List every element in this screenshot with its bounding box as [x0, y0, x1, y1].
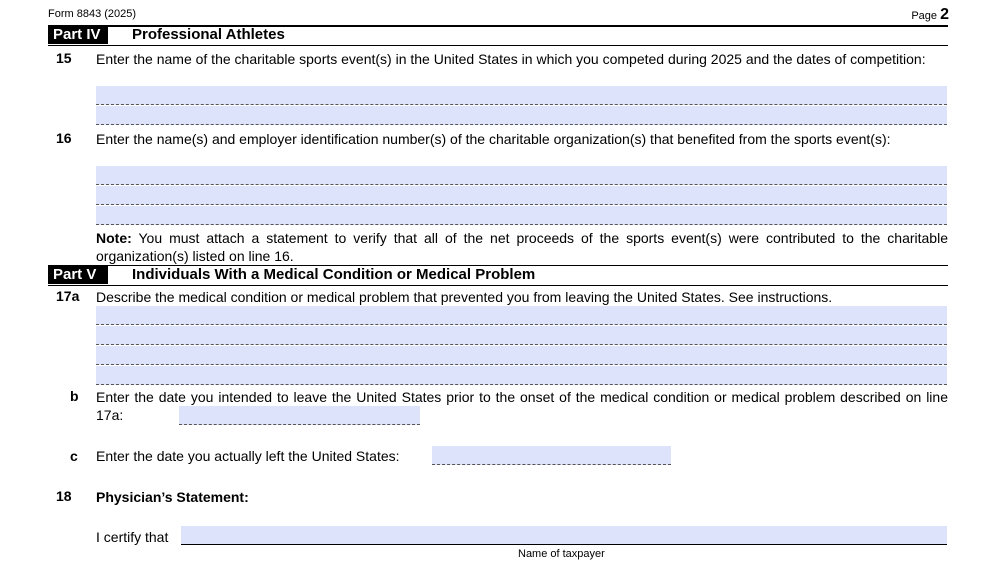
line-16-text: Enter the name(s) and employer identification number(s) of the charitable organization(s) that benefited from the sports event(s):: [96, 131, 891, 147]
line-17a-field-3[interactable]: [96, 346, 947, 365]
page-label: Page: [911, 10, 938, 22]
line-17b-text: Enter the date you intended to leave the United States prior to the onset of the medical condition or medical problem described on line 17a:: [96, 389, 948, 423]
line-17a-number: 17a: [56, 288, 80, 304]
line-16-number: 16: [56, 130, 72, 146]
line-17b-number: b: [70, 388, 79, 404]
line-17c-number: c: [70, 448, 78, 464]
line-15-field-2[interactable]: [96, 106, 947, 125]
part-iv-title: Professional Athletes: [132, 26, 285, 43]
line-18-title: Physician’s Statement:: [96, 489, 249, 505]
line-17a-field-2[interactable]: [96, 326, 947, 345]
line-17a-text: Describe the medical condition or medical problem that prevented you from leaving the United States. See instructions.: [96, 289, 833, 305]
line-16-field-1[interactable]: [96, 166, 947, 185]
line-16-field-2[interactable]: [96, 186, 947, 205]
part-v-rule: [48, 285, 948, 286]
part-iv-tag: Part IV: [48, 26, 108, 44]
page-number: 2: [940, 6, 949, 23]
certify-label: I certify that: [96, 529, 169, 545]
line-17a-field-1[interactable]: [96, 306, 947, 325]
line-18-number: 18: [56, 488, 72, 504]
note-label: Note:: [96, 230, 132, 246]
line-17a-field-4[interactable]: [96, 366, 947, 385]
page-indicator: [911, 6, 949, 24]
line-16-field-3[interactable]: [96, 206, 947, 225]
line-15-text: Enter the name of the charitable sports event(s) in the United States in which you competed during 2025 and the dates of competition:: [96, 51, 926, 67]
note-text: You must attach a statement to verify that all of the net proceeds of the sports event(s) were contributed to the charitable organization(s) listed on line 16.: [96, 230, 948, 264]
line-15-field-1[interactable]: [96, 86, 947, 105]
line-17c-text: Enter the date you actually left the United States:: [96, 448, 400, 464]
taxpayer-name-field[interactable]: [181, 526, 947, 545]
part-iv-rule: [48, 45, 948, 46]
part-v-title: Individuals With a Medical Condition or Medical Problem: [132, 266, 536, 283]
line-17c-date-field[interactable]: [432, 446, 671, 465]
taxpayer-caption: Name of taxpayer: [518, 548, 605, 560]
line-17b-date-field[interactable]: [179, 406, 420, 425]
line-15-number: 15: [56, 50, 72, 66]
form-label: Form 8843 (2025): [48, 8, 137, 20]
part-v-tag: Part V: [48, 266, 108, 284]
part-iv-note: [96, 229, 948, 265]
